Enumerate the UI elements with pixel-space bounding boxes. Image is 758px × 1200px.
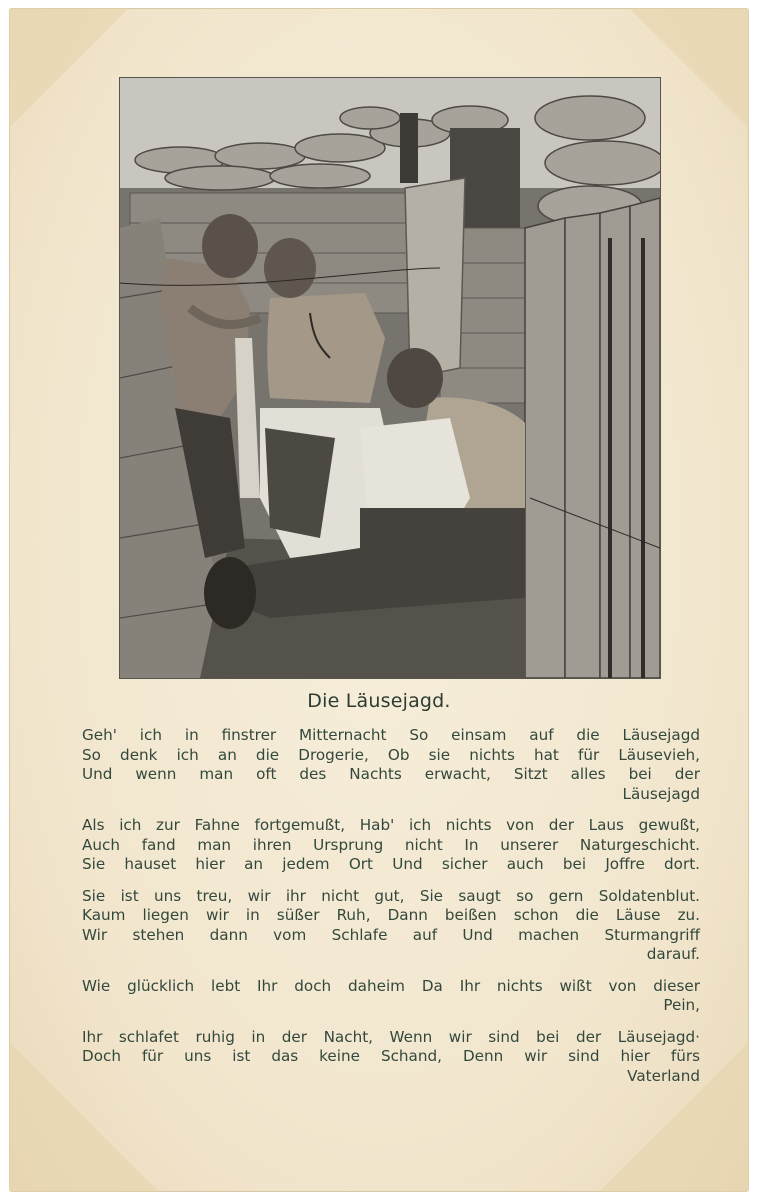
poem-line: Sie ist uns treu, wir ihr nicht gut, Sie saugt so gern Soldatenblut.: [82, 886, 700, 905]
stanza: [82, 977, 700, 1016]
postcard: [9, 8, 749, 1192]
poem-line: Wie glücklich lebt Ihr doch daheim Da Ihr nichts wißt von dieser: [82, 976, 700, 995]
poem-line: Kaum liegen wir in süßer Ruh, Dann beißen schon die Läuse zu.: [82, 906, 700, 924]
poem-title: Die Läusejagd.: [307, 690, 451, 712]
poem-line-continuation: Läusejagd: [622, 784, 700, 803]
poem-line: Als ich zur Fahne fortgemußt, Hab' ich nichts von der Laus gewußt,: [82, 816, 700, 834]
photo-corner-mount: [9, 8, 129, 128]
stanza: [82, 816, 700, 875]
trench-photograph: [120, 78, 660, 678]
poem-line-continuation: Pein,: [663, 996, 700, 1014]
poem-line: Doch für uns ist das keine Schand, Denn wir sind hier fürs: [82, 1047, 700, 1065]
poem-line: Auch fand man ihren Ursprung nicht In unserer Naturgeschicht.: [82, 835, 700, 854]
poem-line: Und wenn man oft des Nachts erwacht, Sitzt alles bei der: [82, 765, 700, 783]
stanza: [82, 1028, 700, 1087]
poem-line: So denk ich an die Drogerie, Ob sie nichts hat für Läusevieh,: [82, 745, 700, 764]
poem-line-continuation: Vaterland: [627, 1066, 700, 1085]
poem-line: Ihr schlafet ruhig in der Nacht, Wenn wir sind bei der Läusejagd·: [82, 1027, 700, 1046]
poem-text: [82, 726, 700, 1098]
poem-line-continuation: darauf.: [646, 945, 700, 963]
stanza: [82, 726, 700, 804]
poem-line: Geh' ich in finstrer Mitternacht So einsam auf die Läusejagd: [82, 726, 700, 744]
stanza: [82, 887, 700, 965]
poem-line: Sie hauset hier an jedem Ort Und sicher auch bei Joffre dort.: [82, 855, 700, 873]
poem-line: Wir stehen dann vom Schlafe auf Und machen Sturmangriff: [82, 925, 700, 944]
